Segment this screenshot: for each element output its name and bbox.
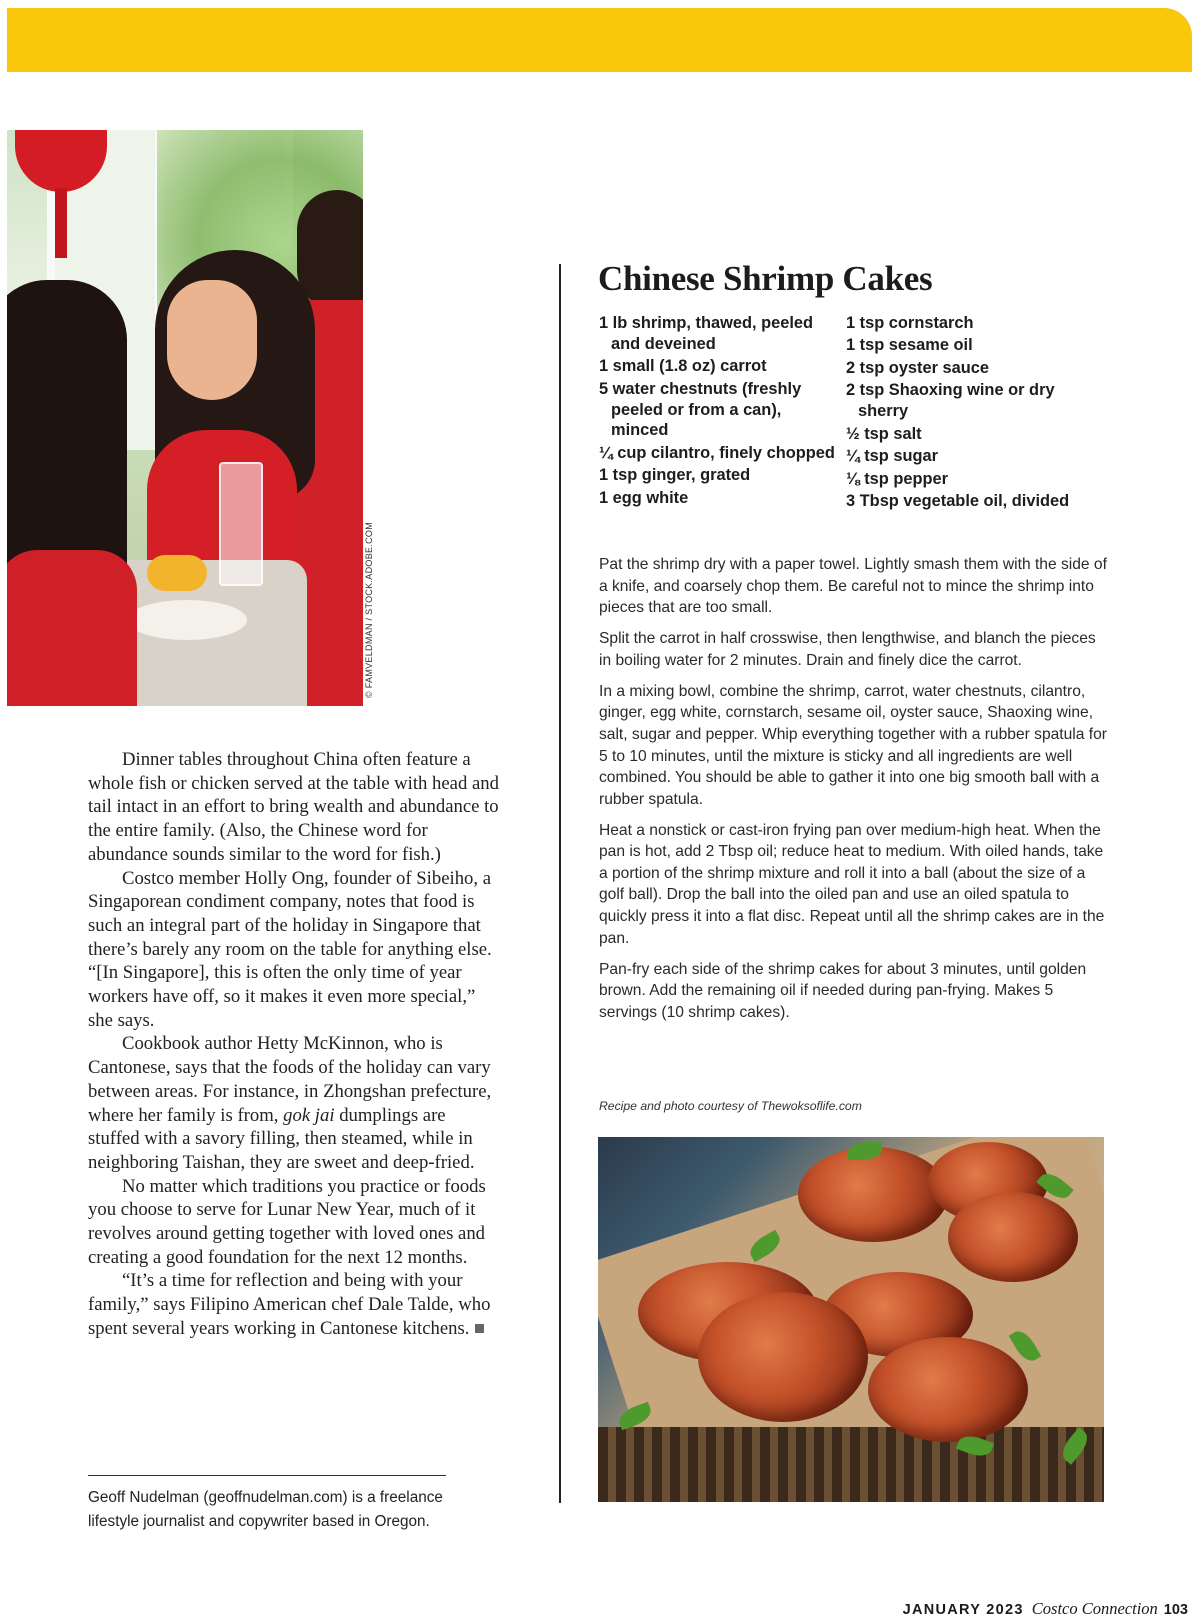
author-divider	[88, 1475, 446, 1476]
photo-credit: © FAMVELDMAN / STOCK.ADOBE.COM	[364, 522, 374, 698]
article-paragraph: Costco member Holly Ong, founder of Sibeiho, a Singaporean condiment company, notes that food is such an integral part of the holiday in Singapore that there’s barely any room on the table for anything else. “[In Singapore], this is often the only time of year workers have off, so it makes it even more special,” she says.	[88, 867, 492, 1031]
page-number: 103	[1163, 1602, 1188, 1618]
ingredient: ¼ tsp sugar	[846, 447, 938, 466]
ingredient: 1 lb shrimp, thawed, peeled and deveined	[599, 314, 814, 353]
shrimp-cakes-photo	[598, 1137, 1104, 1502]
ingredient: 3 Tbsp vegetable oil, divided	[846, 492, 1070, 511]
ingredient: 1 egg white	[599, 488, 689, 507]
article-paragraph: Cookbook author Hetty McKinnon, who is Cantonese, says that the foods of the holiday can vary between areas. For instance, in Zhongshan prefecture, where her family is from, gok jai dumplings are stuffed with a savory filling, then steamed, while in neighboring Taishan, they are sweet and deep-fried.	[88, 1033, 492, 1173]
ingredient: ½ tsp salt	[846, 424, 922, 443]
column-divider	[559, 264, 561, 1503]
ingredient: 5 water chestnuts (freshly peeled or from a can), minced	[599, 379, 802, 440]
ingredient: ¼ cup cilantro, finely chopped	[599, 443, 835, 462]
recipe-title: Chinese Shrimp Cakes	[598, 259, 933, 298]
ingredients-left	[599, 313, 835, 510]
recipe-step: Pat the shrimp dry with a paper towel. Lightly smash them with the side of a knife, and coarsely chop them. Be careful not to mince the shrimp into pieces that are too small.	[599, 556, 1107, 617]
dish-name: gok jai	[283, 1104, 335, 1126]
recipe-step: Heat a nonstick or cast-iron frying pan over medium-high heat. When the pan is hot, add 2 Tbsp oil; reduce heat to medium. With oiled hands, take a portion of the shrimp mixture and roll it into a ball (about the size of a golf ball). Drop the ball into the oiled pan and use an oiled spatula to quickly press it into a flat disc. Repeat until all the shrimp cakes are in the pan.	[599, 821, 1105, 947]
author-bio: Geoff Nudelman (geoffnudelman.com) is a freelance lifestyle journalist and copywriter based in Oregon.	[88, 1489, 443, 1530]
ingredients-right	[846, 313, 1082, 514]
ingredient: 2 tsp oyster sauce	[846, 358, 990, 377]
article-body	[88, 748, 500, 1341]
article-paragraph: Dinner tables throughout China often feature a whole fish or chicken served at the table with head and tail intact in an effort to bring wealth and abundance to the entire family. (Also, the Chinese word for abundance sounds similar to the word for fish.)	[88, 749, 499, 865]
ingredient: 1 small (1.8 oz) carrot	[599, 357, 767, 376]
end-mark-icon	[475, 1324, 484, 1333]
ingredient: ⅛ tsp pepper	[846, 469, 949, 488]
ingredient: 2 tsp Shaoxing wine or dry sherry	[846, 381, 1055, 421]
recipe-step: Pan-fry each side of the shrimp cakes for about 3 minutes, until golden brown. Add the remaining oil if needed during pan-frying. Makes 5 servings (10 shrimp cakes).	[599, 960, 1087, 1021]
article-paragraph: No matter which traditions you practice or foods you choose to serve for Lunar New Year, much of it revolves around getting together with loved ones and creating a good foundation for the next 12 months.	[88, 1175, 486, 1268]
ingredient: 1 tsp cornstarch	[846, 314, 974, 332]
recipe-steps	[599, 554, 1109, 1033]
issue-date: JANUARY 2023	[902, 1602, 1024, 1618]
page-footer	[903, 1599, 1188, 1619]
header-color-bar	[7, 8, 1192, 72]
article-paragraph: “It’s a time for reflection and being with your family,” says Filipino American chef Dale Talde, who spent several years working in Cantonese kitchens.	[88, 1270, 491, 1339]
recipe-step: Split the carrot in half crosswise, then lengthwise, and blanch the pieces in boiling water for 2 minutes. Drain and finely dice the carrot.	[599, 630, 1096, 669]
dinner-table-photo	[7, 130, 363, 706]
recipe-step: In a mixing bowl, combine the shrimp, carrot, water chestnuts, cilantro, ginger, egg white, cornstarch, sesame oil, oyster sauce, Shaoxing wine, salt, sugar and pepper. Whip everything together with a rubber spatula for 5 to 10 minutes, until the mixture is sticky and all ingredients are well combined. You should be able to gather it into one big smooth ball with a rubber spatula.	[599, 682, 1107, 808]
ingredient: 1 tsp sesame oil	[846, 336, 973, 355]
magazine-name: Costco Connection	[1031, 1599, 1158, 1618]
recipe-credit: Recipe and photo courtesy of Thewoksoflife.com	[599, 1099, 862, 1113]
ingredient: 1 tsp ginger, grated	[599, 466, 751, 485]
